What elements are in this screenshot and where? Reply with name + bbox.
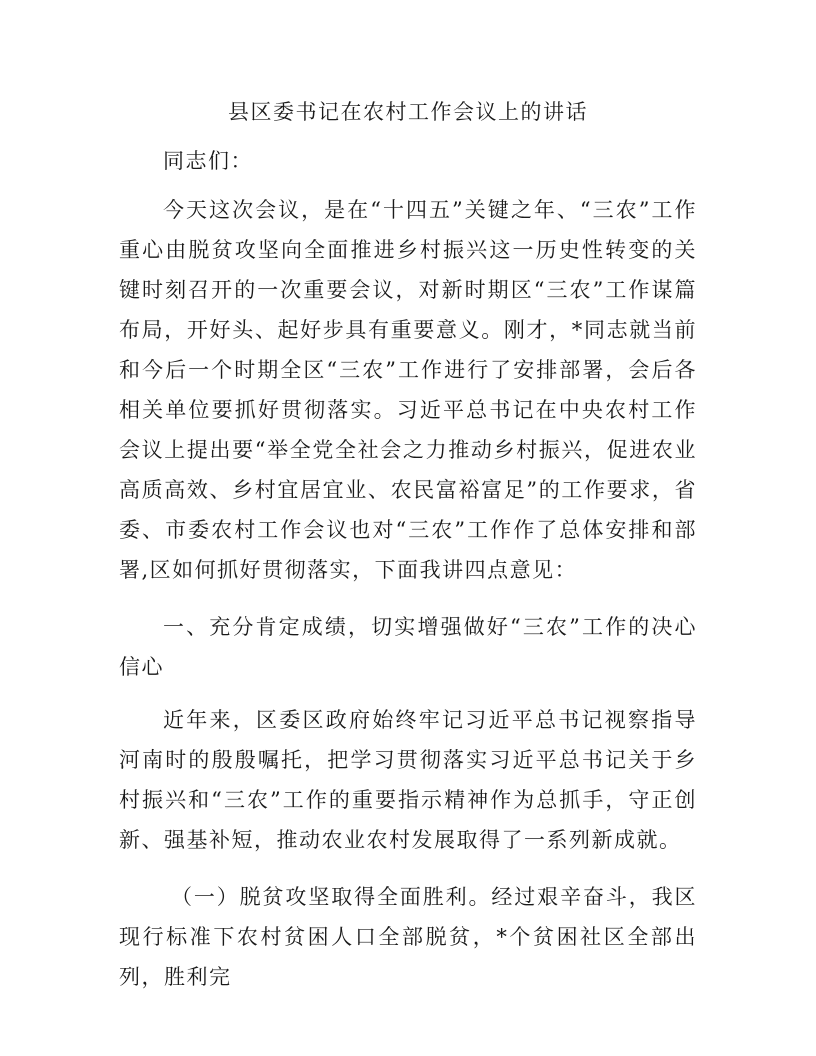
- section-heading-1: 一、充分肯定成绩，切实增强做好“三农”工作的决心信心: [119, 615, 697, 679]
- paragraph-achievements: 近年来，区委区政府始终牢记习近平总书记视察指导河南时的殷殷嘱托，把学习贯彻落实习近平总书记关于乡村振兴和“三农”工作的重要指示精神作为总抓手，守正创新、强基补短，推动农业农村发展取得了一系列新成就。: [119, 708, 697, 852]
- document-title: 县区委书记在农村工作会议上的讲话: [228, 100, 588, 124]
- paragraph-intro: 今天这次会议，是在“十四五”关键之年、“三农”工作重心由脱贫攻坚向全面推进乡村振兴这一历史性转变的关键时刻召开的一次重要会议，对新时期区“三农”工作谋篇布局，开好头、起好步具有重要意义。刚才，*同志就当前和今后一个时期全区“三农”工作进行了安排部署，会后各相关单位要抓好贯彻落实。习近平总书记在中央农村工作会议上提出要“举全党全社会之力推动乡村振兴，促进农业高质高效、乡村宜居宜业、农民富裕富足”的工作要求，省委、市委农村工作会议也对“三农”工作作了总体安排和部署,区如何抓好贯彻落实，下面我讲四点意见：: [119, 198, 697, 582]
- subsection-heading-1: （一）脱贫攻坚取得全面胜利。经过艰辛奋斗，我区现行标准下农村贫困人口全部脱贫，*个贫困社区全部出列，胜利完: [119, 885, 697, 989]
- salutation: 同志们：: [163, 149, 253, 173]
- document-body: [119, 96, 697, 997]
